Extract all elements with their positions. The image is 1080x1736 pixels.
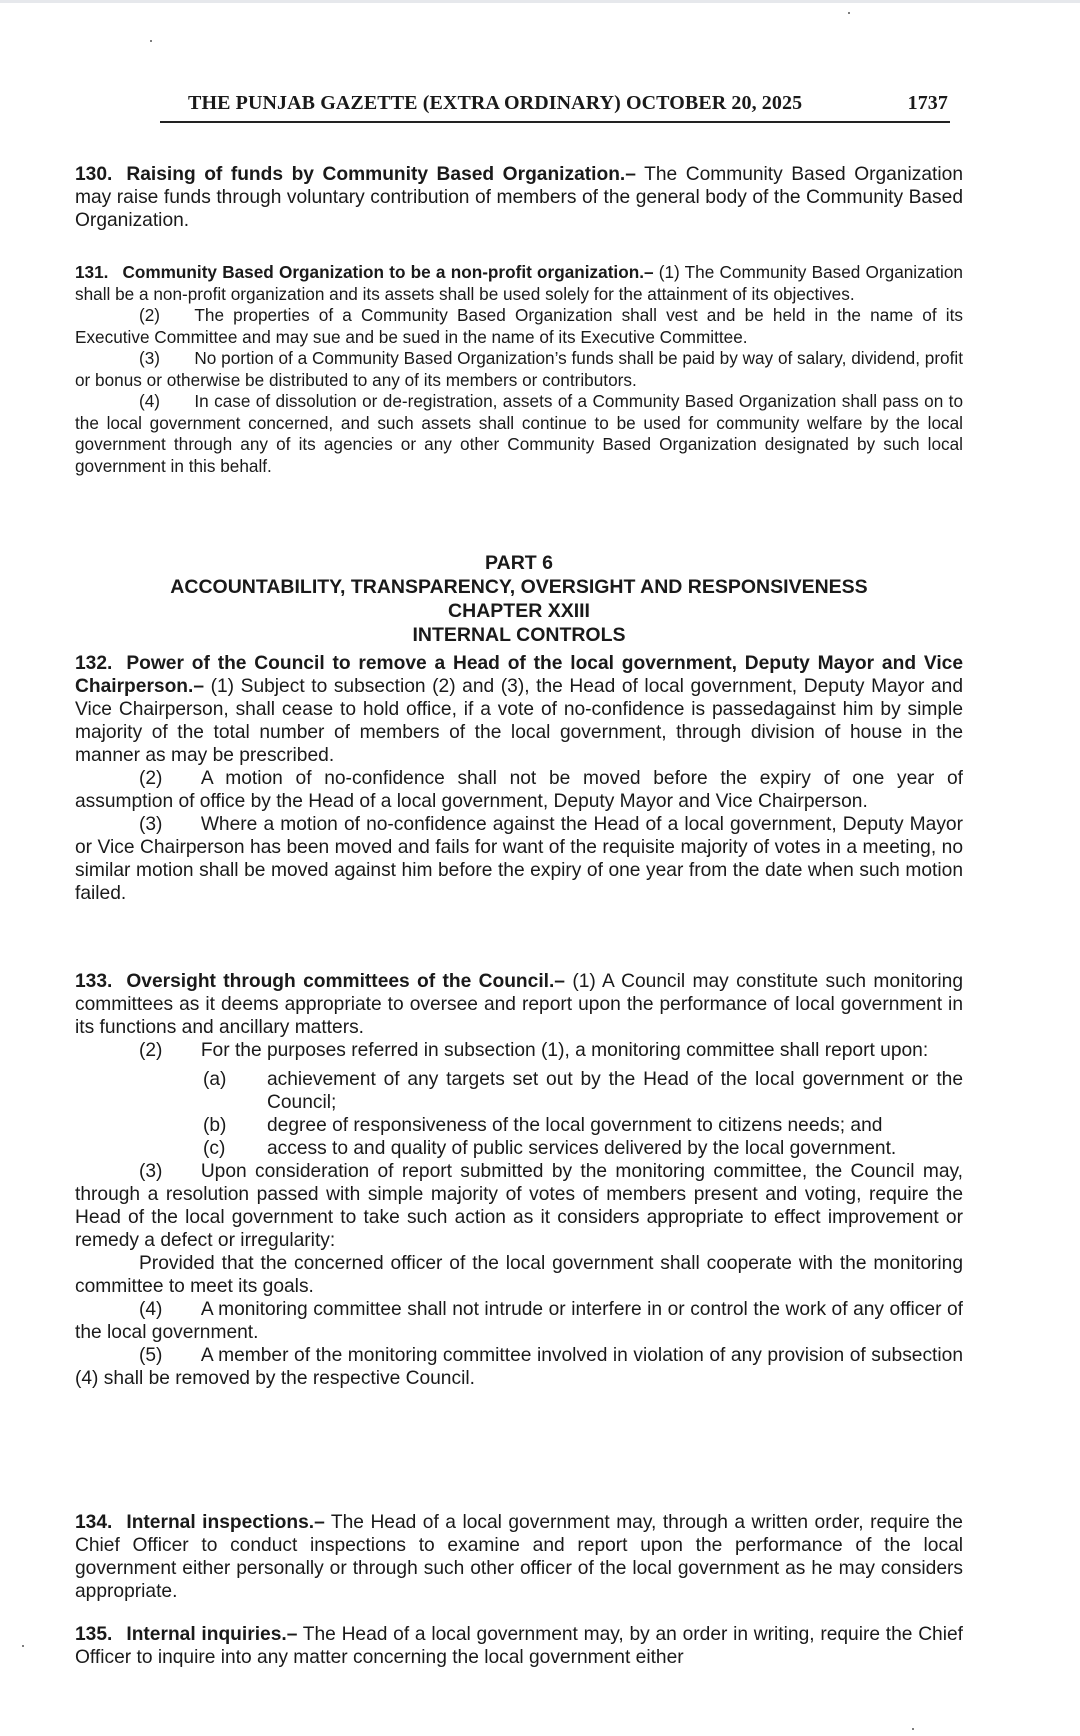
section-number: 130. [75, 164, 113, 185]
subsection-3: (3) Upon consideration of report submitted by the monitoring committee, the Council may, through a resolution passed with simple majority of votes of members present and voting, require the Head of the local government to take such action as it considers appropriate to effect improvement or remedy a defect or irregularity: [75, 1161, 963, 1251]
scan-speck [22, 1645, 24, 1647]
clause-text: achievement of any targets set out by the Head of the local government or the Council; [267, 1069, 963, 1113]
chapter-title: INTERNAL CONTROLS [412, 624, 626, 646]
section-heading: Raising of funds by Community Based Organization.– [126, 164, 636, 185]
section-text: (1) Subject to subsection (2) and (3), the Head of local government, Deputy Mayor and Vice Chairperson, shall cease to hold office, if a vote of no-confidence is passedagainst him by simple majority of the total number of members of the local government, through division of house in the manner as may be prescribed. [75, 676, 963, 766]
section-134 [75, 1511, 963, 1603]
part-title: ACCOUNTABILITY, TRANSPARENCY, OVERSIGHT AND RESPONSIVENESS [170, 576, 868, 598]
section-number: 132. [75, 653, 113, 674]
gazette-header [188, 92, 948, 115]
clause-a [203, 1068, 963, 1114]
section-132 [75, 652, 963, 905]
scan-speck [848, 12, 850, 14]
section-number: 134. [75, 1512, 113, 1533]
section-heading: Internal inquiries.– [126, 1624, 298, 1645]
clause-label: (c) [203, 1138, 226, 1159]
section-text: (1) The Community Based Organization shall be a non-profit organization and its assets shall be used solely for the attainment of its objectives. [75, 262, 963, 304]
page-number: 1737 [907, 92, 948, 114]
section-heading: Power of the Council to remove a Head of the local government, Deputy Mayor and Vice Chairperson.– [75, 653, 963, 697]
subsection-3: (3) Where a motion of no-confidence against the Head of a local government, Deputy Mayor or Vice Chairperson has been moved and fails for want of the requisite majority of votes in a meeting, no similar motion shall be moved against him before the expiry of one year from the date when such motion failed. [75, 814, 963, 904]
proviso: Provided that the concerned officer of the local government shall cooperate with the monitoring committee to meet its goals. [75, 1253, 963, 1297]
subsection-2: (2) The properties of a Community Based Organization shall vest and be held in the name of its Executive Committee and may sue and be sued in the name of its Executive Committee. [75, 305, 963, 347]
section-text: (1) A Council may constitute such monitoring committees as it deems appropriate to oversee and report upon the performance of local government in its functions and ancillary matters. [75, 971, 963, 1038]
scan-speck [150, 40, 152, 42]
section-text: The Community Based Organization may raise funds through voluntary contribution of members of the general body of the Community Based Organization. [75, 164, 963, 231]
subsection-4: (4) A monitoring committee shall not intrude or interfere in or control the work of any officer of the local government. [75, 1299, 963, 1343]
subsection-4: (4) In case of dissolution or de-registration, assets of a Community Based Organization shall pass on to the local government concerned, and such assets shall continue to be used for community welfare by the local government through any of its agencies or any other Community Based Organization designated by such local government in this behalf. [75, 391, 963, 476]
gazette-title: THE PUNJAB GAZETTE (EXTRA ORDINARY) OCTOBER 20, 2025 [188, 92, 803, 114]
scan-speck [912, 1728, 914, 1730]
section-131 [75, 262, 963, 477]
section-number: 131. [75, 262, 109, 282]
clause-b [203, 1114, 963, 1137]
section-number: 135. [75, 1624, 113, 1645]
section-135 [75, 1623, 963, 1669]
section-heading: Oversight through committees of the Council.– [126, 971, 565, 992]
section-130 [75, 163, 963, 232]
subsection-3: (3) No portion of a Community Based Organization’s funds shall be paid by way of salary, dividend, profit or bonus or otherwise be distributed to any of its members or contributors. [75, 348, 963, 390]
top-strip [0, 0, 1080, 3]
section-number: 133. [75, 971, 113, 992]
clause-text: degree of responsiveness of the local government to citizens needs; and [267, 1115, 883, 1136]
clause-label: (b) [203, 1115, 227, 1136]
subsection-2: (2) A motion of no-confidence shall not be moved before the expiry of one year of assumption of office by the Head of a local government, Deputy Mayor and Vice Chairperson. [75, 768, 963, 812]
part-label: PART 6 [485, 552, 553, 574]
chapter-label: CHAPTER XXIII [448, 600, 590, 622]
part-heading-block [75, 551, 963, 647]
section-text: The Head of a local government may, by an order in writing, require the Chief Officer to inquire into any matter concerning the local government either [75, 1624, 963, 1668]
section-text: The Head of a local government may, through a written order, require the Chief Officer to conduct inspections to examine and report upon the performance of the local government either personally or through such other officer of the local government as he may considers appropriate. [75, 1512, 963, 1602]
clause-label: (a) [203, 1069, 227, 1090]
subsection-5: (5) A member of the monitoring committee involved in violation of any provision of subsection (4) shall be removed by the respective Council. [75, 1345, 963, 1389]
header-rule [160, 121, 950, 123]
clause-c [203, 1137, 963, 1160]
section-133 [75, 970, 963, 1390]
section-heading: Community Based Organization to be a non-profit organization.– [122, 262, 654, 282]
subsection-2: (2) For the purposes referred in subsection (1), a monitoring committee shall report upon: [139, 1040, 929, 1061]
clause-text: access to and quality of public services delivered by the local government. [267, 1138, 897, 1159]
section-heading: Internal inspections.– [126, 1512, 325, 1533]
